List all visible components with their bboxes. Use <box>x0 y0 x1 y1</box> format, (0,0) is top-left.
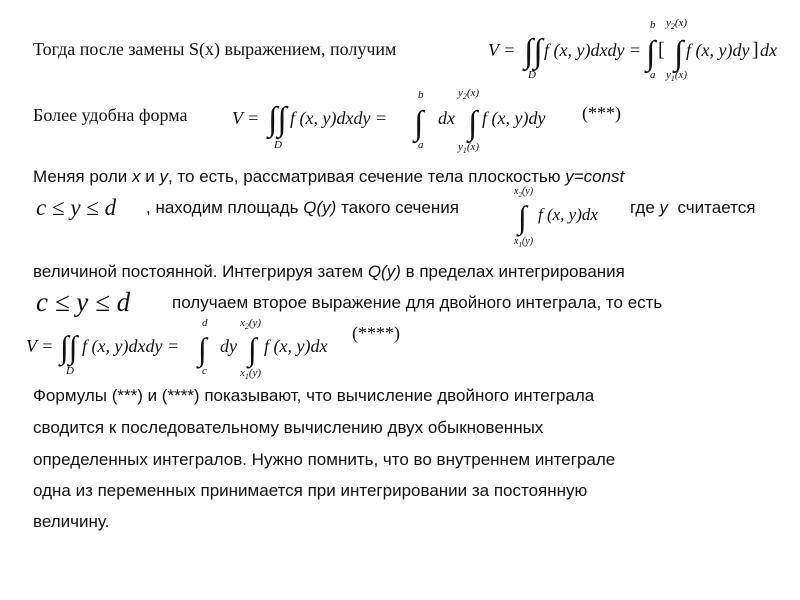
para1-text-b: , то есть, рассматривая сечение тела плоскостью <box>167 167 561 186</box>
outer-upper-limit: b <box>418 89 424 101</box>
para1-line-2 <box>146 199 459 216</box>
integrand: f (x, y)dxdy = <box>544 40 642 60</box>
var-y-2: y <box>659 198 669 217</box>
domain-label: D <box>274 139 282 151</box>
double-integral-sign: ∫∫ <box>524 33 543 70</box>
para2-line-1 <box>33 263 625 280</box>
intro-line-2: Более удобна форма <box>33 105 188 125</box>
outer-differential: dx <box>438 108 455 128</box>
yconst: y=const <box>565 167 625 186</box>
inner-lower-limit: $y_1(x)$ <box>458 141 480 155</box>
formula-v-iterated-yx <box>26 314 356 384</box>
formula-lhs: V = <box>232 108 260 128</box>
outer-lower-limit: a <box>650 69 656 81</box>
para3-line-4: одна из переменных принимается при интегрировании за постоянную <box>33 481 588 500</box>
formula-label-3star: (***) <box>582 103 621 123</box>
integral-sign: ∫ <box>518 199 527 235</box>
qy: Q(y) <box>303 198 337 217</box>
outer-lower-limit: a <box>418 139 424 151</box>
lower-limit: $x_1(y)$ <box>514 236 534 249</box>
double-integral-sign: ∫∫ <box>60 329 78 365</box>
para2-text-b: в пределах интегрирования <box>405 262 625 281</box>
formula-label-4star: (****) <box>352 323 400 343</box>
inner-upper-limit: $y_2(x)$ <box>666 17 688 31</box>
integrand: f (x, y)dx <box>538 205 598 224</box>
inner-integral-sign: ∫ <box>468 105 478 142</box>
formula-section-area <box>512 184 622 248</box>
inner-upper-limit: $y_2(x)$ <box>458 87 480 101</box>
double-integral-sign: ∫∫ <box>268 101 287 138</box>
outer-differential: dx <box>760 40 777 60</box>
inner-lower-limit: $x_1(y)$ <box>240 367 262 381</box>
formula-lhs: V = <box>488 40 516 60</box>
outer-lower-limit: c <box>202 365 207 377</box>
para1-text-c: , находим площадь <box>146 198 299 217</box>
inequality-c-y-d-large: c ≤ y ≤ d <box>36 287 131 317</box>
inner-integral-sign: ∫ <box>674 35 684 72</box>
inner-upper-limit: $x_2(y)$ <box>240 317 262 331</box>
inner-integrand: f (x, y)dx <box>264 336 328 356</box>
outer-integral-sign: ∫ <box>414 105 424 142</box>
outer-upper-limit: b <box>650 19 656 31</box>
intro-line-1: Тогда после замены S(x) выражением, получим <box>33 39 397 59</box>
formula-v-bracketed <box>488 14 788 84</box>
close-bracket: ] <box>752 39 759 61</box>
para3-line-2: сводится к последовательному вычислению двух обыкновенных <box>33 418 544 437</box>
outer-integral-sign: ∫ <box>646 35 656 72</box>
para2-text-a: величиной постоянной. Интегрируя затем <box>33 262 364 281</box>
para1-text-d: такого сечения <box>341 198 459 217</box>
para1-text-a: Меняя роли <box>33 167 128 186</box>
para1-considered: считается <box>677 198 756 217</box>
para3-line-3: определенных интегралов. Нужно помнить, что во внутреннем интеграле <box>33 450 616 469</box>
inner-integrand: f (x, y)dy <box>482 108 546 128</box>
para2-line-2: получаем второе выражение для двойного интеграла, то есть <box>172 293 663 312</box>
para1-line-2-end <box>630 199 755 216</box>
formula-v-iterated-xy <box>232 84 572 156</box>
qy-2: Q(y) <box>367 262 401 281</box>
open-bracket: [ <box>658 39 665 61</box>
domain-label: D <box>66 365 74 377</box>
inner-integrand: f (x, y)dy <box>686 40 750 60</box>
para1-line-1 <box>33 168 624 185</box>
inner-lower-limit: $y_1(x)$ <box>666 69 688 83</box>
outer-integral-sign: ∫ <box>198 331 207 367</box>
integrand: f (x, y)dxdy = <box>290 108 388 128</box>
inner-integral-sign: ∫ <box>248 331 257 367</box>
var-x: x <box>132 167 141 186</box>
var-y: y <box>159 167 168 186</box>
domain-label: D <box>528 69 536 81</box>
inequality-c-y-d-small: c ≤ y ≤ d <box>36 195 117 220</box>
para1-where: где <box>630 198 655 217</box>
formula-lhs: V = <box>26 336 54 356</box>
para3-line-5: величину. <box>33 512 110 531</box>
para1-and: и <box>145 167 155 186</box>
upper-limit: $x_2(y)$ <box>514 186 534 199</box>
para3-line-1: Формулы (***) и (****) показывают, что вычисление двойного интеграла <box>33 386 595 405</box>
outer-upper-limit: d <box>202 317 208 329</box>
integrand: f (x, y)dxdy = <box>82 336 180 356</box>
outer-differential: dy <box>220 336 237 356</box>
